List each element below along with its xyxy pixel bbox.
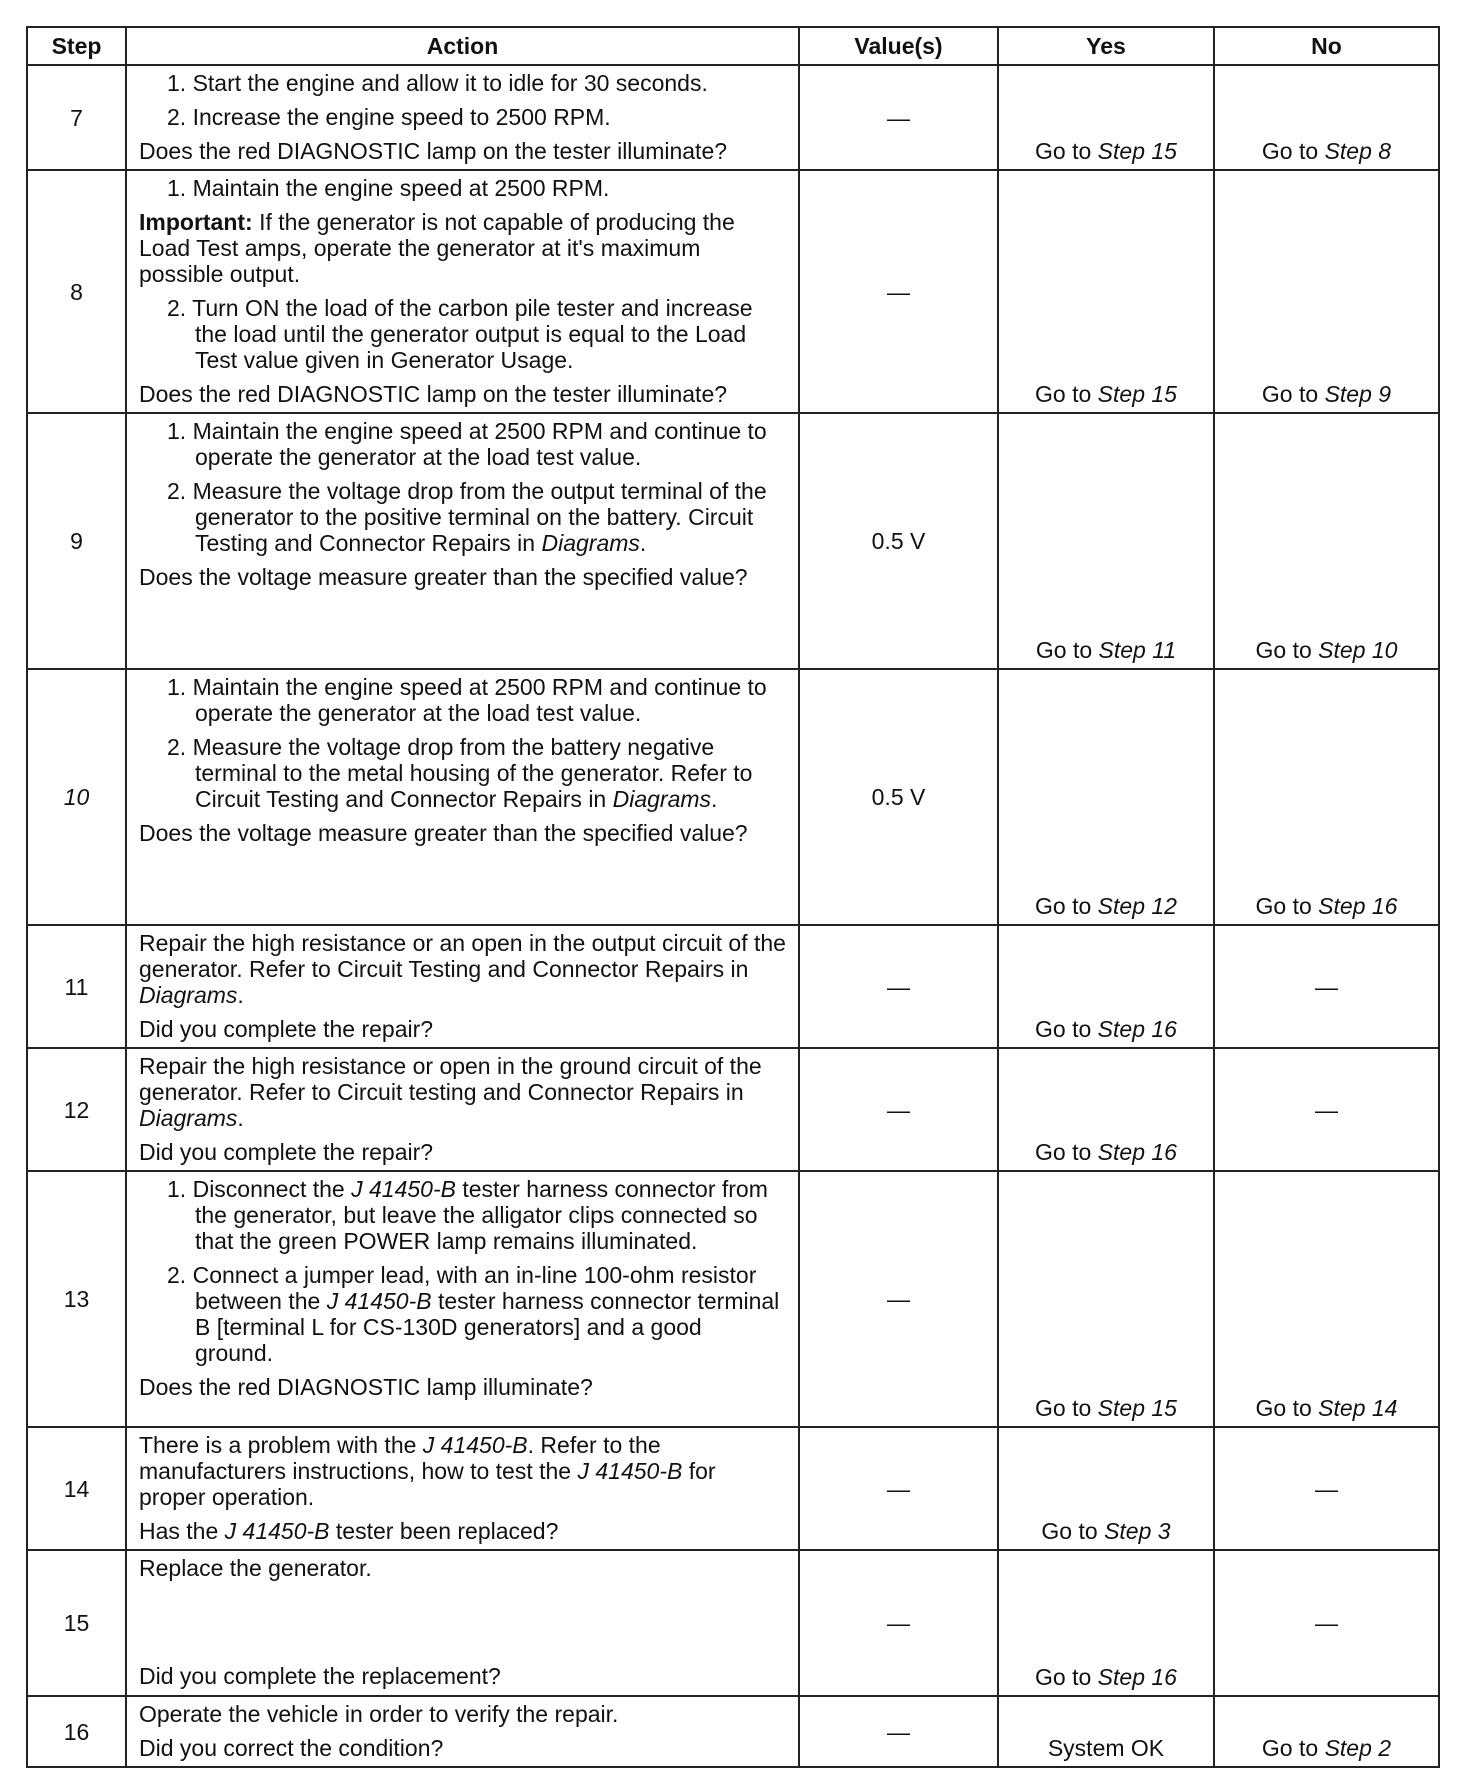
header-yes: Yes [998, 27, 1214, 65]
action-item: 2. Increase the engine speed to 2500 RPM. [167, 104, 611, 130]
step-number: 9 [27, 413, 126, 669]
question: Does the red DIAGNOSTIC lamp on the tester illuminate? [139, 381, 728, 407]
action-text: Repair the high resistance or an open in the output circuit of the generator. Refer to Circuit Testing and Connector Repairs in Diagrams. [139, 930, 786, 1008]
no-cell: Go to Step 8 [1214, 65, 1439, 170]
header-row [27, 27, 1439, 65]
value-cell: — [799, 1171, 998, 1427]
action-item: 2. Connect a jumper lead, with an in-line 100-ohm resistor between the J 41450-B tester harness connector terminal B [terminal L for CS-130D generators] and a good ground. [167, 1262, 780, 1366]
no-cell: — [1214, 1550, 1439, 1696]
no-cell: Go to Step 2 [1214, 1696, 1439, 1767]
question: Has the J 41450-B tester been replaced? [139, 1518, 559, 1544]
value-cell: — [799, 65, 998, 170]
yes-cell: Go to Step 3 [998, 1427, 1214, 1550]
diagnostic-table [26, 26, 1440, 1768]
action-text: Replace the generator. [139, 1555, 372, 1581]
step-row-12 [27, 1048, 1439, 1171]
step-number: 7 [27, 65, 126, 170]
step-row-14 [27, 1427, 1439, 1550]
step-row-13 [27, 1171, 1439, 1427]
action-cell [126, 413, 799, 669]
header-step: Step [27, 27, 126, 65]
question: Did you correct the condition? [139, 1735, 444, 1761]
no-cell: — [1214, 1048, 1439, 1171]
yes-cell: Go to Step 12 [998, 669, 1214, 925]
action-text: There is a problem with the J 41450-B. Refer to the manufacturers instructions, how to test the J 41450-B for proper operation. [139, 1432, 716, 1510]
step-number: 8 [27, 170, 126, 413]
step-number: 14 [27, 1427, 126, 1550]
yes-cell: Go to Step 15 [998, 170, 1214, 413]
step-number: 13 [27, 1171, 126, 1427]
yes-cell: Go to Step 15 [998, 1171, 1214, 1427]
value-cell: — [799, 1550, 998, 1696]
action-cell [126, 1696, 799, 1767]
question: Did you complete the repair? [139, 1139, 434, 1165]
no-cell: Go to Step 10 [1214, 413, 1439, 669]
value-cell: — [799, 1427, 998, 1550]
yes-cell: Go to Step 16 [998, 1048, 1214, 1171]
header-action: Action [126, 27, 799, 65]
yes-cell: Go to Step 16 [998, 1550, 1214, 1696]
important-note: Important: If the generator is not capable of producing the Load Test amps, operate the generator at it's maximum possible output. [139, 209, 735, 287]
question: Does the voltage measure greater than the specified value? [139, 564, 748, 590]
step-number: 11 [27, 925, 126, 1048]
step-row-16 [27, 1696, 1439, 1767]
value-cell: — [799, 1048, 998, 1171]
step-row-11 [27, 925, 1439, 1048]
action-cell [126, 1048, 799, 1171]
step-row-15 [27, 1550, 1439, 1696]
question: Does the red DIAGNOSTIC lamp on the tester illuminate? [139, 138, 728, 164]
action-item: 1. Maintain the engine speed at 2500 RPM and continue to operate the generator at the load test value. [167, 674, 767, 726]
action-text: Repair the high resistance or open in the ground circuit of the generator. Refer to Circuit testing and Connector Repairs in Diagrams. [139, 1053, 762, 1131]
action-item: 1. Start the engine and allow it to idle for 30 seconds. [167, 70, 708, 96]
question: Did you complete the replacement? [139, 1663, 501, 1689]
step-row-8 [27, 170, 1439, 413]
no-cell: — [1214, 1427, 1439, 1550]
action-cell [126, 925, 799, 1048]
action-item: 2. Turn ON the load of the carbon pile tester and increase the load until the generator output is equal to the Load Test value given in Generator Usage. [167, 295, 753, 373]
value-cell: 0.5 V [799, 413, 998, 669]
step-number: 12 [27, 1048, 126, 1171]
step-row-10 [27, 669, 1439, 925]
question: Does the red DIAGNOSTIC lamp illuminate? [139, 1374, 593, 1400]
action-item: 1. Maintain the engine speed at 2500 RPM and continue to operate the generator at the load test value. [167, 418, 767, 470]
action-cell [126, 65, 799, 170]
step-row-9 [27, 413, 1439, 669]
action-cell [126, 1171, 799, 1427]
action-cell [126, 1550, 799, 1696]
step-number: 16 [27, 1696, 126, 1767]
question: Did you complete the repair? [139, 1016, 434, 1042]
action-cell [126, 669, 799, 925]
action-item: 2. Measure the voltage drop from the battery negative terminal to the metal housing of the generator. Refer to Circuit Testing and Connector Repairs in Diagrams. [167, 734, 753, 812]
no-cell: Go to Step 9 [1214, 170, 1439, 413]
no-cell: Go to Step 14 [1214, 1171, 1439, 1427]
action-item: 1. Maintain the engine speed at 2500 RPM. [167, 175, 610, 201]
action-cell [126, 170, 799, 413]
step-number: 10 [27, 669, 126, 925]
no-cell: — [1214, 925, 1439, 1048]
header-values: Value(s) [799, 27, 998, 65]
value-cell: — [799, 925, 998, 1048]
step-number: 15 [27, 1550, 126, 1696]
action-item: 2. Measure the voltage drop from the output terminal of the generator to the positive terminal on the battery. Circuit Testing and Connector Repairs in Diagrams. [167, 478, 767, 556]
question: Does the voltage measure greater than the specified value? [139, 820, 748, 846]
yes-cell: Go to Step 15 [998, 65, 1214, 170]
yes-cell: System OK [998, 1696, 1214, 1767]
value-cell: — [799, 1696, 998, 1767]
yes-cell: Go to Step 11 [998, 413, 1214, 669]
action-cell [126, 1427, 799, 1550]
action-item: 1. Disconnect the J 41450-B tester harness connector from the generator, but leave the alligator clips connected so that the green POWER lamp remains illuminated. [167, 1176, 768, 1254]
no-cell: Go to Step 16 [1214, 669, 1439, 925]
yes-cell: Go to Step 16 [998, 925, 1214, 1048]
action-text: Operate the vehicle in order to verify the repair. [139, 1701, 619, 1727]
value-cell: 0.5 V [799, 669, 998, 925]
step-row-7 [27, 65, 1439, 170]
value-cell: — [799, 170, 998, 413]
header-no: No [1214, 27, 1439, 65]
